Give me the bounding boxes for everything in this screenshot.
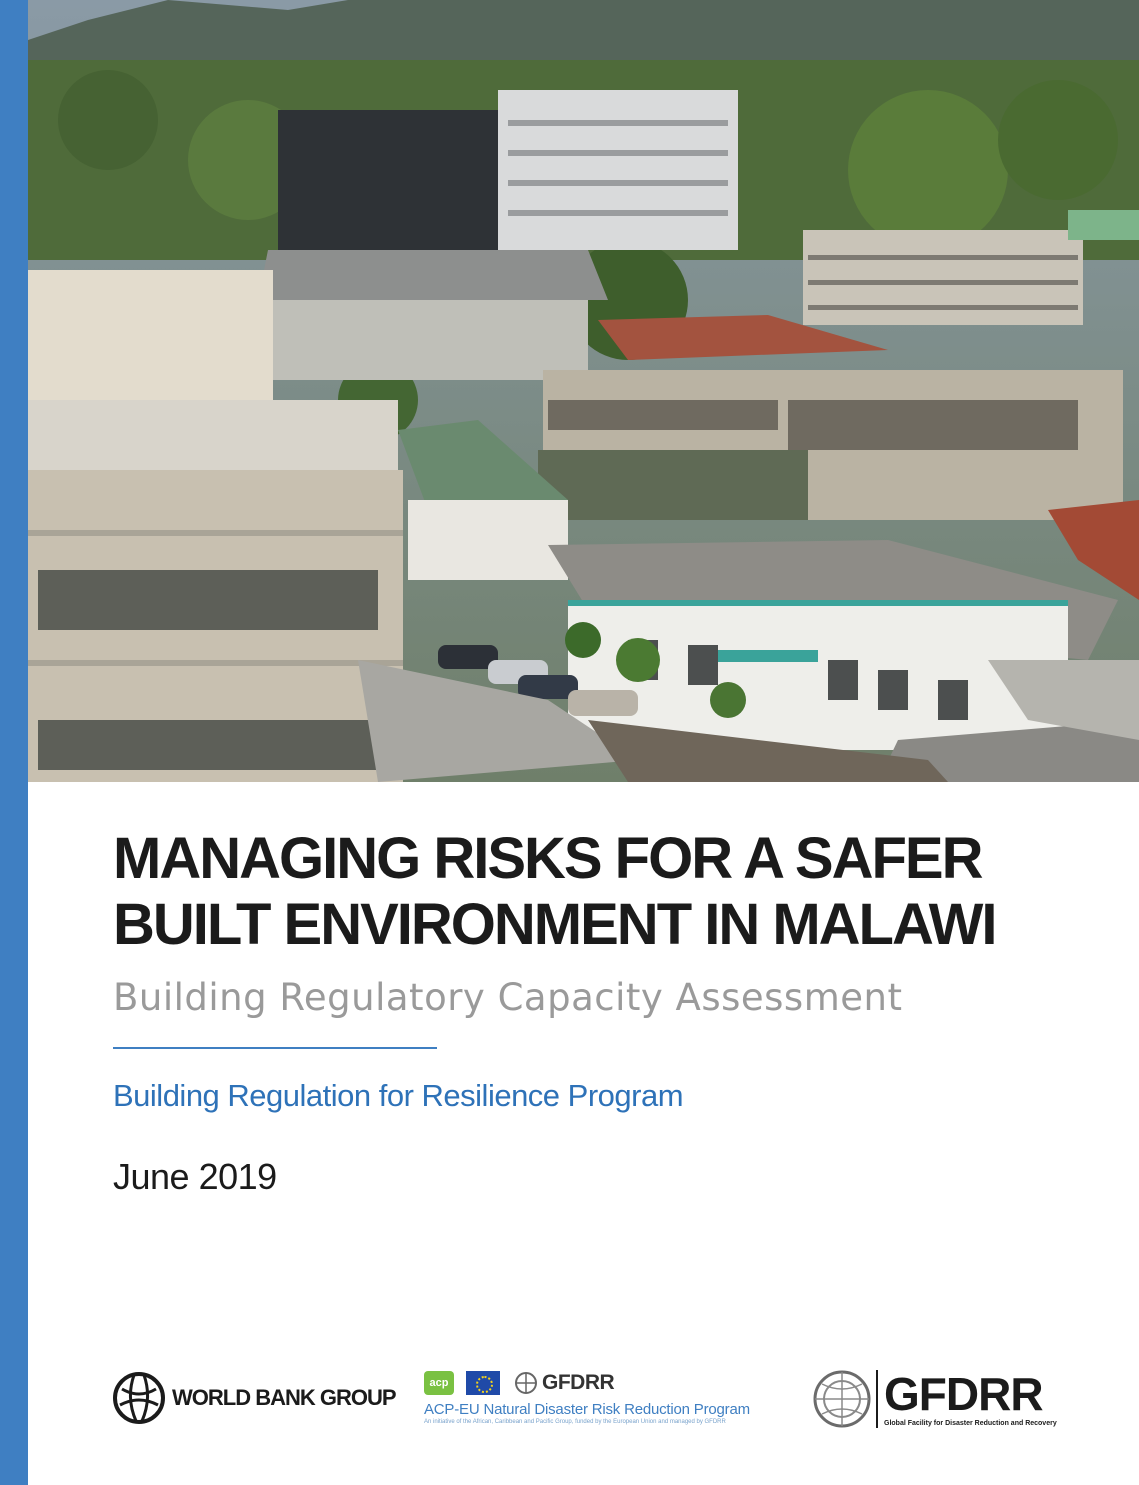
acp-gfdrr-wordmark: GFDRR — [542, 1371, 615, 1394]
acp-program-name: ACP-EU Natural Disaster Risk Reduction Program — [424, 1401, 750, 1418]
cover-sidebar-bar — [0, 0, 28, 1485]
gfdrr-small-globe-icon — [514, 1371, 538, 1395]
divider-line — [113, 1047, 437, 1049]
gfdrr-logo — [812, 1366, 1072, 1432]
eu-flag-icon — [466, 1371, 500, 1395]
gfdrr-tagline: Global Facility for Disaster Reduction and Recovery — [884, 1420, 1057, 1427]
report-subtitle: Building Regulatory Capacity Assessment — [113, 976, 903, 1019]
world-bank-group-wordmark: WORLD BANK GROUP — [172, 1385, 396, 1410]
gfdrr-wordmark: GFDRR — [884, 1368, 1043, 1420]
gfdrr-globe-icon — [812, 1369, 872, 1429]
report-title — [113, 826, 1113, 958]
world-bank-group-logo — [112, 1368, 396, 1428]
report-title-line2: BUILT ENVIRONMENT IN MALAWI — [113, 892, 996, 957]
gfdrr-divider — [876, 1370, 878, 1428]
acp-program-note: An initiative of the African, Caribbean and Pacific Group, funded by the European Union and managed by GFDRR — [424, 1419, 726, 1425]
world-bank-globe-icon — [112, 1369, 166, 1427]
program-name: Building Regulation for Resilience Program — [113, 1078, 684, 1113]
publication-date: June 2019 — [113, 1156, 277, 1197]
acp-eu-program-logo — [424, 1368, 784, 1434]
acp-badge: acp — [424, 1371, 454, 1395]
cover-photo-city-buildings — [28, 0, 1139, 782]
report-title-line1: MANAGING RISKS FOR A SAFER — [113, 826, 982, 891]
